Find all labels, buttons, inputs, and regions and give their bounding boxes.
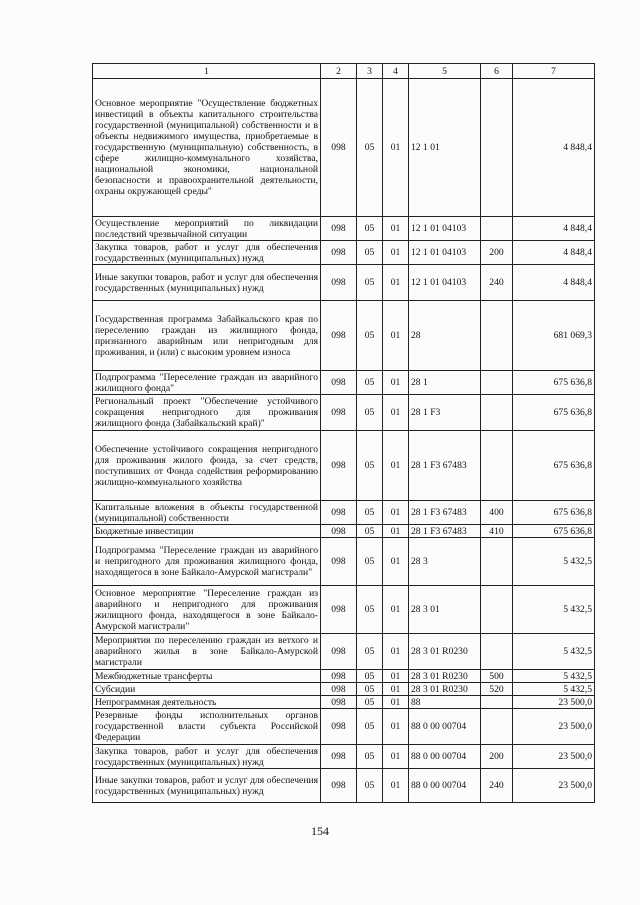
column-header: 5 bbox=[409, 64, 481, 79]
amount: 675 636,8 bbox=[513, 395, 595, 431]
row-name: Обеспечение устойчивого сокращения непригодного для проживания жилого фонда, за счет средств, поступивших от Фонда содействия реформированию жилищно-коммунального хозяйства bbox=[93, 431, 321, 501]
expense-type: 240 bbox=[481, 769, 513, 803]
subsection-code: 01 bbox=[383, 265, 409, 301]
row-name: Иные закупки товаров, работ и услуг для обеспечения государственных (муниципальных) нужд bbox=[93, 265, 321, 301]
column-header: 7 bbox=[513, 64, 595, 79]
admin-code: 098 bbox=[321, 634, 357, 670]
target-article: 28 1 bbox=[409, 371, 481, 395]
section-code: 05 bbox=[357, 696, 383, 709]
expense-type bbox=[481, 395, 513, 431]
subsection-code: 01 bbox=[383, 670, 409, 683]
expense-type bbox=[481, 79, 513, 217]
amount: 23 500,0 bbox=[513, 769, 595, 803]
amount: 4 848,4 bbox=[513, 265, 595, 301]
section-code: 05 bbox=[357, 538, 383, 586]
target-article: 28 1 F3 67483 bbox=[409, 501, 481, 525]
row-name: Субсидии bbox=[93, 683, 321, 696]
table-row bbox=[93, 395, 595, 431]
target-article: 88 0 00 00704 bbox=[409, 769, 481, 803]
subsection-code: 01 bbox=[383, 79, 409, 217]
target-article: 28 3 01 R0230 bbox=[409, 670, 481, 683]
target-article: 28 3 01 R0230 bbox=[409, 634, 481, 670]
target-article: 28 3 01 bbox=[409, 586, 481, 634]
table-row bbox=[93, 709, 595, 745]
section-code: 05 bbox=[357, 670, 383, 683]
amount: 5 432,5 bbox=[513, 670, 595, 683]
amount: 675 636,8 bbox=[513, 501, 595, 525]
column-header: 6 bbox=[481, 64, 513, 79]
subsection-code: 01 bbox=[383, 538, 409, 586]
amount: 23 500,0 bbox=[513, 745, 595, 769]
subsection-code: 01 bbox=[383, 501, 409, 525]
table-row bbox=[93, 586, 595, 634]
subsection-code: 01 bbox=[383, 769, 409, 803]
table-row bbox=[93, 79, 595, 217]
section-code: 05 bbox=[357, 769, 383, 803]
admin-code: 098 bbox=[321, 683, 357, 696]
table-row bbox=[93, 371, 595, 395]
admin-code: 098 bbox=[321, 745, 357, 769]
section-code: 05 bbox=[357, 501, 383, 525]
admin-code: 098 bbox=[321, 525, 357, 538]
section-code: 05 bbox=[357, 265, 383, 301]
subsection-code: 01 bbox=[383, 745, 409, 769]
target-article: 12 1 01 04103 bbox=[409, 217, 481, 241]
target-article: 12 1 01 04103 bbox=[409, 265, 481, 301]
expense-type: 520 bbox=[481, 683, 513, 696]
column-header: 3 bbox=[357, 64, 383, 79]
expense-type bbox=[481, 301, 513, 371]
row-name: Закупка товаров, работ и услуг для обеспечения государственных (муниципальных) нужд bbox=[93, 241, 321, 265]
target-article: 28 3 01 R0230 bbox=[409, 683, 481, 696]
admin-code: 098 bbox=[321, 709, 357, 745]
subsection-code: 01 bbox=[383, 696, 409, 709]
table-row bbox=[93, 525, 595, 538]
expense-type bbox=[481, 634, 513, 670]
admin-code: 098 bbox=[321, 538, 357, 586]
expense-type bbox=[481, 431, 513, 501]
amount: 23 500,0 bbox=[513, 709, 595, 745]
section-code: 05 bbox=[357, 634, 383, 670]
expense-type bbox=[481, 217, 513, 241]
subsection-code: 01 bbox=[383, 301, 409, 371]
subsection-code: 01 bbox=[383, 683, 409, 696]
row-name: Капитальные вложения в объекты государственной (муниципальной) собственности bbox=[93, 501, 321, 525]
amount: 5 432,5 bbox=[513, 586, 595, 634]
subsection-code: 01 bbox=[383, 586, 409, 634]
amount: 5 432,5 bbox=[513, 683, 595, 696]
admin-code: 098 bbox=[321, 431, 357, 501]
amount: 681 069,3 bbox=[513, 301, 595, 371]
row-name: Основное мероприятие "Переселение граждан из аварийного и непригодного для проживания жилищного фонда, находящегося в зоне Байкало-Амурской магистрали" bbox=[93, 586, 321, 634]
admin-code: 098 bbox=[321, 696, 357, 709]
expense-type: 410 bbox=[481, 525, 513, 538]
table-row bbox=[93, 769, 595, 803]
section-code: 05 bbox=[357, 79, 383, 217]
amount: 23 500,0 bbox=[513, 696, 595, 709]
subsection-code: 01 bbox=[383, 371, 409, 395]
table-row bbox=[93, 431, 595, 501]
table-row bbox=[93, 265, 595, 301]
amount: 4 848,4 bbox=[513, 241, 595, 265]
table-row bbox=[93, 683, 595, 696]
expense-type bbox=[481, 538, 513, 586]
target-article: 88 0 00 00704 bbox=[409, 745, 481, 769]
expense-type bbox=[481, 371, 513, 395]
row-name: Бюджетные инвестиции bbox=[93, 525, 321, 538]
page-number: 154 bbox=[311, 824, 329, 838]
subsection-code: 01 bbox=[383, 395, 409, 431]
budget-table bbox=[92, 63, 595, 803]
section-code: 05 bbox=[357, 431, 383, 501]
target-article: 28 3 bbox=[409, 538, 481, 586]
table-row bbox=[93, 241, 595, 265]
row-name: Закупка товаров, работ и услуг для обеспечения государственных (муниципальных) нужд bbox=[93, 745, 321, 769]
section-code: 05 bbox=[357, 217, 383, 241]
target-article: 28 1 F3 67483 bbox=[409, 525, 481, 538]
table-row bbox=[93, 501, 595, 525]
table-row bbox=[93, 538, 595, 586]
admin-code: 098 bbox=[321, 501, 357, 525]
subsection-code: 01 bbox=[383, 709, 409, 745]
section-code: 05 bbox=[357, 395, 383, 431]
section-code: 05 bbox=[357, 709, 383, 745]
subsection-code: 01 bbox=[383, 634, 409, 670]
row-name: Государственная программа Забайкальского края по переселению граждан из жилищного фонда, признанного аварийным или непригодным для проживания, и (или) с высоким уровнем износа bbox=[93, 301, 321, 371]
section-code: 05 bbox=[357, 371, 383, 395]
row-name: Подпрограмма "Переселение граждан из аварийного жилищного фонда" bbox=[93, 371, 321, 395]
expense-type bbox=[481, 586, 513, 634]
subsection-code: 01 bbox=[383, 431, 409, 501]
target-article: 12 1 01 04103 bbox=[409, 241, 481, 265]
column-header: 2 bbox=[321, 64, 357, 79]
subsection-code: 01 bbox=[383, 241, 409, 265]
row-name: Иные закупки товаров, работ и услуг для обеспечения государственных (муниципальных) нужд bbox=[93, 769, 321, 803]
admin-code: 098 bbox=[321, 586, 357, 634]
section-code: 05 bbox=[357, 301, 383, 371]
table-row bbox=[93, 696, 595, 709]
target-article: 28 bbox=[409, 301, 481, 371]
column-header: 1 bbox=[93, 64, 321, 79]
section-code: 05 bbox=[357, 745, 383, 769]
row-name: Основное мероприятие "Осуществление бюджетных инвестиций в объекты капитального строительства государственной (муниципальной) собственности и в объекты недвижимого имущества, приобретаемые в государственную (муниципальную) собственность, в сфере жилищно-коммунального хозяйства, национальной экономики, национальной безопасности и правоохранительной деятельности, охраны окружающей среды" bbox=[93, 79, 321, 217]
table-row bbox=[93, 301, 595, 371]
table-row bbox=[93, 217, 595, 241]
section-code: 05 bbox=[357, 683, 383, 696]
section-code: 05 bbox=[357, 241, 383, 265]
target-article: 28 1 F3 67483 bbox=[409, 431, 481, 501]
target-article: 28 1 F3 bbox=[409, 395, 481, 431]
row-name: Мероприятия по переселению граждан из ветхого и аварийного жилья в зоне Байкало-Амурской магистрали bbox=[93, 634, 321, 670]
header-row bbox=[93, 64, 595, 79]
amount: 5 432,5 bbox=[513, 634, 595, 670]
row-name: Межбюджетные трансферты bbox=[93, 670, 321, 683]
column-header: 4 bbox=[383, 64, 409, 79]
row-name: Резервные фонды исполнительных органов государственной власти субъекта Российской Федерации bbox=[93, 709, 321, 745]
subsection-code: 01 bbox=[383, 525, 409, 538]
table-row bbox=[93, 670, 595, 683]
row-name: Подпрограмма "Переселение граждан из аварийного и непригодного для проживания жилищного фонда, находящегося в зоне Байкало-Амурской магистрали" bbox=[93, 538, 321, 586]
expense-type bbox=[481, 696, 513, 709]
admin-code: 098 bbox=[321, 769, 357, 803]
section-code: 05 bbox=[357, 525, 383, 538]
admin-code: 098 bbox=[321, 670, 357, 683]
admin-code: 098 bbox=[321, 241, 357, 265]
expense-type: 200 bbox=[481, 745, 513, 769]
table-row bbox=[93, 634, 595, 670]
row-name: Непрограммная деятельность bbox=[93, 696, 321, 709]
expense-type: 500 bbox=[481, 670, 513, 683]
row-name: Региональный проект "Обеспечение устойчивого сокращения непригодного для проживания жилищного фонда (Забайкальский край)" bbox=[93, 395, 321, 431]
row-name: Осуществление мероприятий по ликвидации последствий чрезвычайной ситуации bbox=[93, 217, 321, 241]
admin-code: 098 bbox=[321, 371, 357, 395]
amount: 4 848,4 bbox=[513, 217, 595, 241]
admin-code: 098 bbox=[321, 217, 357, 241]
target-article: 12 1 01 bbox=[409, 79, 481, 217]
admin-code: 098 bbox=[321, 79, 357, 217]
expense-type bbox=[481, 709, 513, 745]
amount: 675 636,8 bbox=[513, 371, 595, 395]
expense-type: 240 bbox=[481, 265, 513, 301]
amount: 5 432,5 bbox=[513, 538, 595, 586]
amount: 675 636,8 bbox=[513, 525, 595, 538]
target-article: 88 0 00 00704 bbox=[409, 709, 481, 745]
expense-type: 400 bbox=[481, 501, 513, 525]
subsection-code: 01 bbox=[383, 217, 409, 241]
target-article: 88 bbox=[409, 696, 481, 709]
admin-code: 098 bbox=[321, 265, 357, 301]
amount: 4 848,4 bbox=[513, 79, 595, 217]
section-code: 05 bbox=[357, 586, 383, 634]
expense-type: 200 bbox=[481, 241, 513, 265]
table-row bbox=[93, 745, 595, 769]
admin-code: 098 bbox=[321, 301, 357, 371]
amount: 675 636,8 bbox=[513, 431, 595, 501]
admin-code: 098 bbox=[321, 395, 357, 431]
